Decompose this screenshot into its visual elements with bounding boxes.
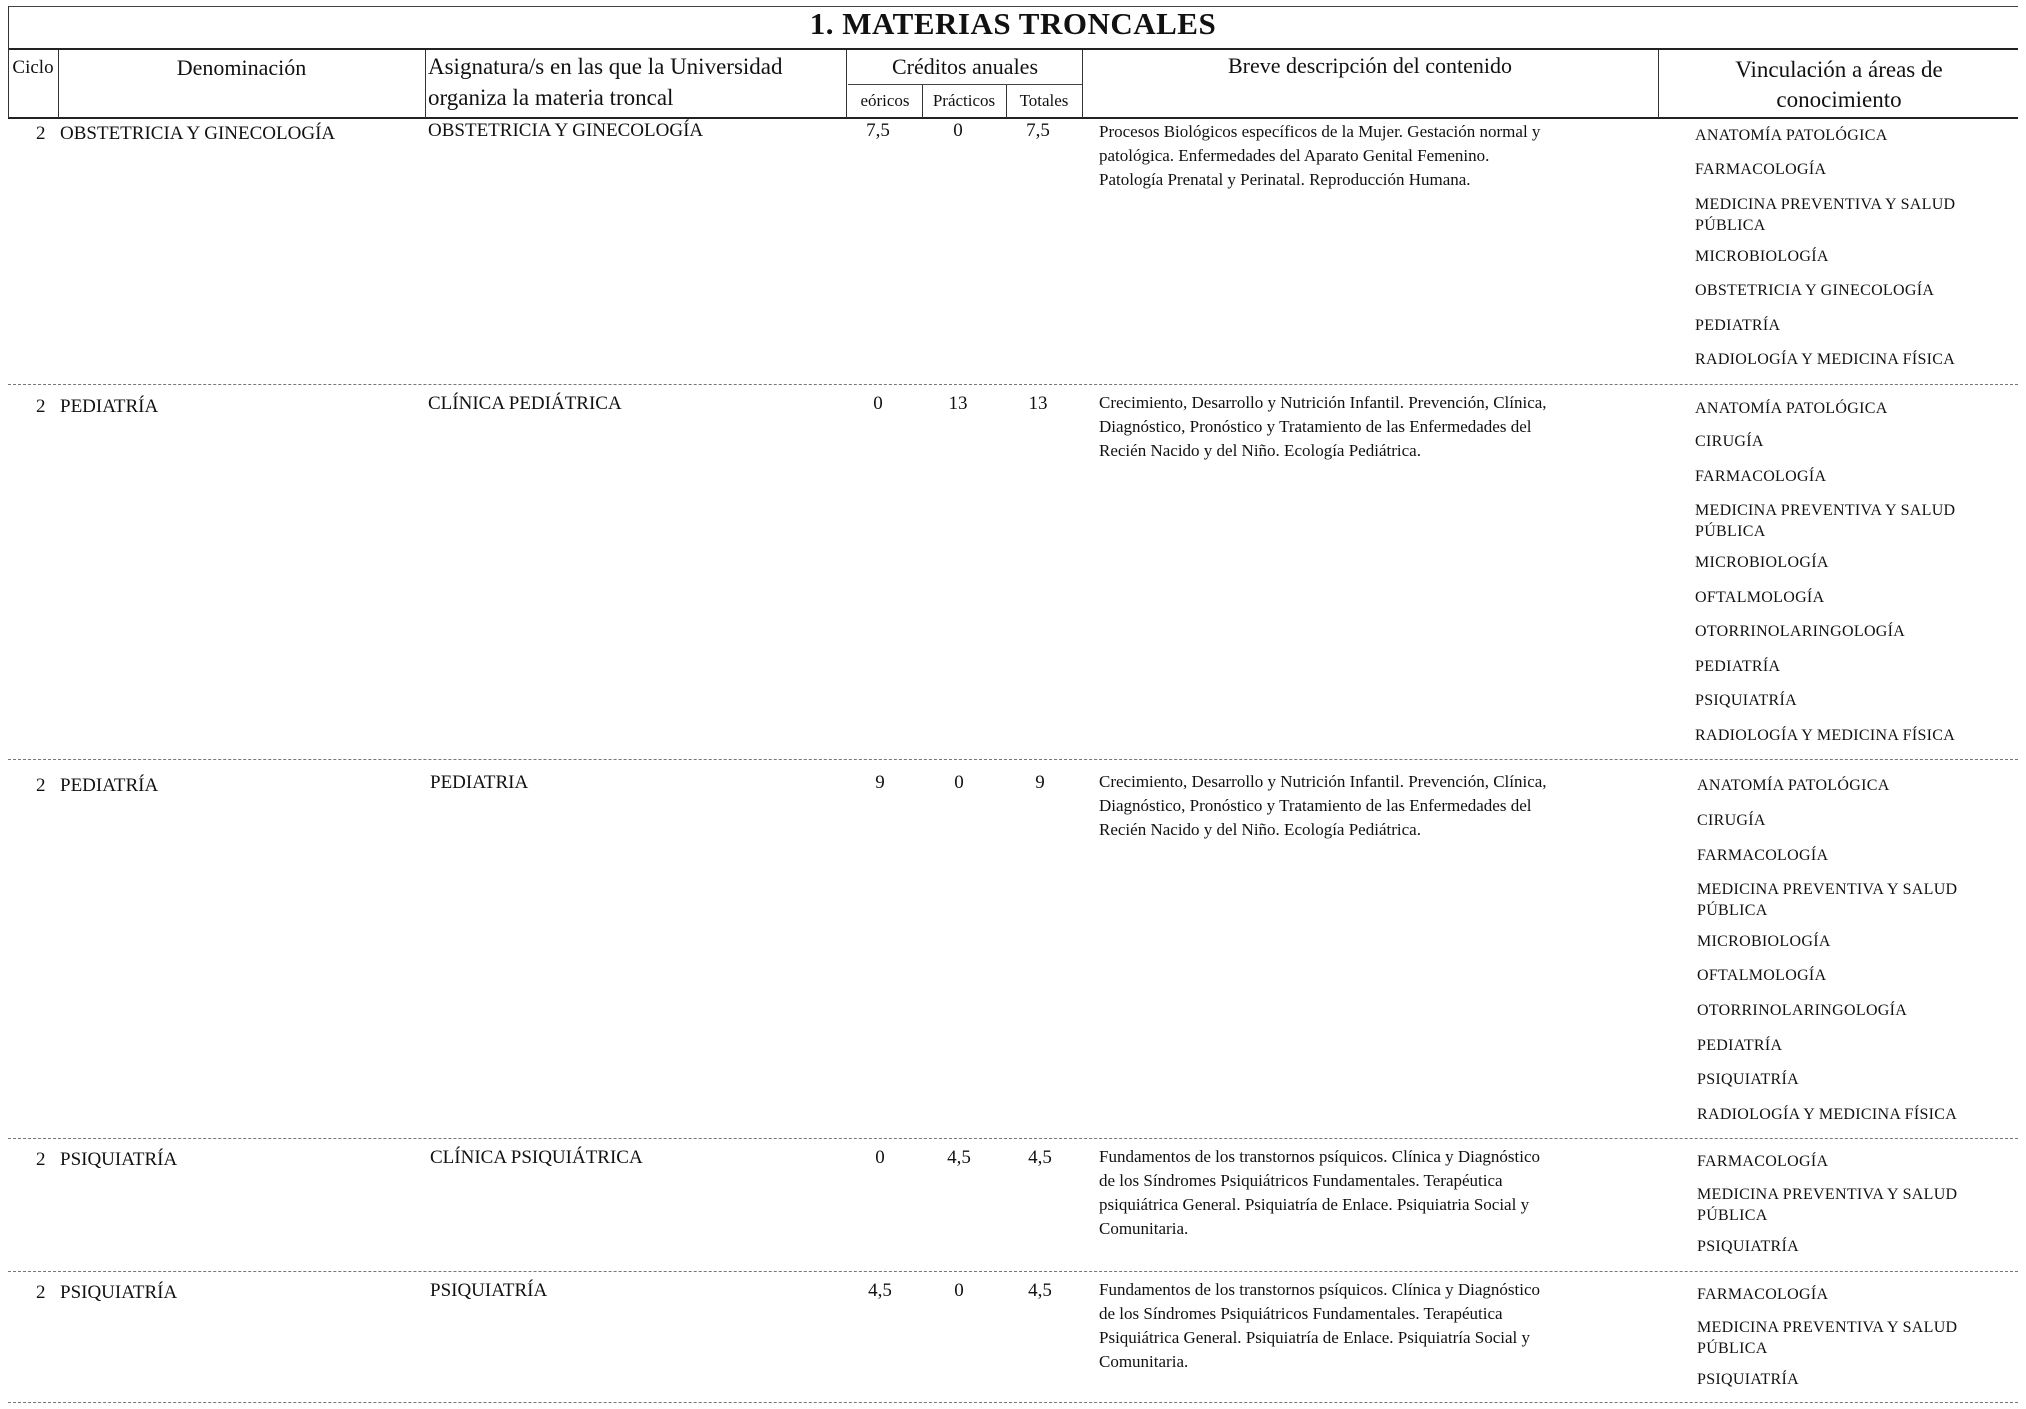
page-title: 1. MATERIAS TRONCALES	[809, 6, 1217, 41]
row-teoricos: 0	[875, 1147, 885, 1168]
header-divider	[425, 50, 426, 118]
row-denominacion: OBSTETRICIA Y GINECOLOGÍA	[60, 123, 336, 144]
area-item: CIRUGÍA	[1697, 812, 1766, 829]
row-ciclo: 2	[36, 1149, 46, 1170]
row-totales: 9	[1035, 772, 1045, 793]
row-totales: 13	[1028, 393, 1048, 414]
row-divider	[8, 1271, 2018, 1272]
area-item: FARMACOLOGÍA	[1695, 161, 1827, 178]
header-totales: Totales	[1019, 91, 1069, 110]
row-ciclo: 2	[36, 123, 46, 144]
area-item: FARMACOLOGÍA	[1697, 847, 1829, 864]
area-item: OFTALMOLOGÍA	[1695, 589, 1825, 606]
row-practicos: 13	[948, 393, 968, 414]
row-asignatura: OBSTETRICIA Y GINECOLOGÍA	[428, 120, 704, 141]
header-ciclo: Ciclo	[12, 57, 54, 78]
top-border	[8, 6, 2018, 7]
header-divider	[846, 50, 847, 118]
row-teoricos: 9	[875, 772, 885, 793]
row-totales: 7,5	[1026, 120, 1050, 141]
header-teoricos: eóricos	[860, 91, 910, 110]
area-item: RADIOLOGÍA Y MEDICINA FÍSICA	[1697, 1106, 1958, 1123]
area-item: PSIQUIATRÍA	[1697, 1371, 1799, 1388]
header-vinculacion-line1: Vinculación a áreas de	[1735, 57, 1943, 82]
row-descripcion: Procesos Biológicos específicos de la Mujer. Gestación normal y patológica. Enfermedades del Aparato Genital Femenino. Patología Prenatal y Perinatal. Reproducción Humana.	[1099, 122, 1541, 189]
area-item: FARMACOLOGÍA	[1697, 1153, 1829, 1170]
row-ciclo: 2	[36, 396, 46, 417]
area-item: OBSTETRICIA Y GINECOLOGÍA	[1695, 282, 1935, 299]
row-denominacion: PEDIATRÍA	[60, 775, 159, 796]
row-teoricos: 4,5	[868, 1280, 892, 1301]
row-practicos: 0	[954, 1280, 964, 1301]
row-descripcion: Crecimiento, Desarrollo y Nutrición Infantil. Prevención, Clínica, Diagnóstico, Pronóstico y Tratamiento de las Enfermedades del Recién Nacido y del Niño. Ecología Pediátrica.	[1099, 393, 1547, 460]
header-practicos: Prácticos	[932, 91, 996, 110]
header-descripcion: Breve descripción del contenido	[1227, 53, 1513, 78]
area-item: MEDICINA PREVENTIVA Y SALUD PÚBLICA	[1697, 1186, 1958, 1224]
area-item: CIRUGÍA	[1695, 433, 1764, 450]
area-item: PEDIATRÍA	[1695, 317, 1781, 334]
area-item: PSIQUIATRÍA	[1697, 1238, 1799, 1255]
header-denominacion: Denominación	[176, 55, 307, 80]
title-bottom-border	[8, 48, 2018, 50]
row-totales: 4,5	[1028, 1147, 1052, 1168]
row-denominacion: PSIQUIATRÍA	[60, 1282, 178, 1303]
row-divider	[8, 759, 2018, 760]
row-asignatura: PEDIATRIA	[430, 772, 529, 793]
row-ciclo: 2	[36, 1282, 46, 1303]
row-practicos: 0	[953, 120, 963, 141]
row-teoricos: 7,5	[866, 120, 890, 141]
area-item: MEDICINA PREVENTIVA Y SALUD PÚBLICA	[1695, 502, 1956, 540]
header-creditos: Créditos anuales	[891, 54, 1039, 79]
row-asignatura: PSIQUIATRÍA	[430, 1280, 548, 1301]
area-item: ANATOMÍA PATOLÓGICA	[1697, 777, 1890, 794]
row-ciclo: 2	[36, 775, 46, 796]
row-descripcion: Crecimiento, Desarrollo y Nutrición Infantil. Prevención, Clínica, Diagnóstico, Pronóstico y Tratamiento de las Enfermedades del Recién Nacido y del Niño. Ecología Pediátrica.	[1099, 772, 1547, 839]
row-descripcion: Fundamentos de los transtornos psíquicos. Clínica y Diagnóstico de los Síndromes Psiquiátricos Fundamentales. Terapéutica Psiquiátrica General. Psiquiatría de Enlace. Psiquiatría Social y Comunitaria.	[1099, 1280, 1541, 1371]
row-practicos: 4,5	[947, 1147, 971, 1168]
row-practicos: 0	[954, 772, 964, 793]
row-teoricos: 0	[873, 393, 883, 414]
header-vinculacion-line2: conocimiento	[1776, 87, 1902, 112]
row-asignatura: CLÍNICA PEDIÁTRICA	[428, 393, 622, 414]
area-item: MEDICINA PREVENTIVA Y SALUD PÚBLICA	[1697, 1319, 1958, 1357]
row-descripcion: Fundamentos de los transtornos psíquicos. Clínica y Diagnóstico de los Síndromes Psiquiátricos Fundamentales. Terapéutica psiquiátrica General. Psiquiatría de Enlace. Psiquiatria Social y Comunitaria.	[1099, 1147, 1541, 1238]
row-totales: 4,5	[1028, 1280, 1052, 1301]
area-item: ANATOMÍA PATOLÓGICA	[1695, 127, 1888, 144]
area-item: PSIQUIATRÍA	[1697, 1071, 1799, 1088]
area-item: PEDIATRÍA	[1697, 1037, 1783, 1054]
area-item: MICROBIOLOGÍA	[1695, 554, 1829, 571]
header-asignatura-line1: Asignatura/s en las que la Universidad	[428, 54, 783, 79]
header-bottom-border	[8, 117, 2018, 119]
header-divider	[1658, 50, 1659, 118]
area-item: MICROBIOLOGÍA	[1695, 248, 1829, 265]
header-asignatura-line2: organiza la materia troncal	[428, 85, 674, 110]
row-divider	[8, 1138, 2018, 1139]
row-denominacion: PEDIATRÍA	[60, 396, 159, 417]
row-asignatura: CLÍNICA PSIQUIÁTRICA	[430, 1147, 643, 1168]
area-item: FARMACOLOGÍA	[1697, 1286, 1829, 1303]
area-item: PEDIATRÍA	[1695, 658, 1781, 675]
area-item: RADIOLOGÍA Y MEDICINA FÍSICA	[1695, 351, 1956, 368]
area-item: MEDICINA PREVENTIVA Y SALUD PÚBLICA	[1695, 196, 1956, 234]
area-item: MICROBIOLOGÍA	[1697, 933, 1831, 950]
area-item: OFTALMOLOGÍA	[1697, 967, 1827, 984]
row-divider	[8, 384, 2018, 385]
area-item: PSIQUIATRÍA	[1695, 692, 1797, 709]
area-item: OTORRINOLARINGOLOGÍA	[1697, 1002, 1908, 1019]
area-item: RADIOLOGÍA Y MEDICINA FÍSICA	[1695, 727, 1956, 744]
area-item: MEDICINA PREVENTIVA Y SALUD PÚBLICA	[1697, 881, 1958, 919]
area-item: OTORRINOLARINGOLOGÍA	[1695, 623, 1906, 640]
area-item: ANATOMÍA PATOLÓGICA	[1695, 400, 1888, 417]
row-divider	[8, 1402, 2018, 1403]
row-denominacion: PSIQUIATRÍA	[60, 1149, 178, 1170]
credits-subheader-line	[848, 84, 1082, 85]
area-item: FARMACOLOGÍA	[1695, 468, 1827, 485]
